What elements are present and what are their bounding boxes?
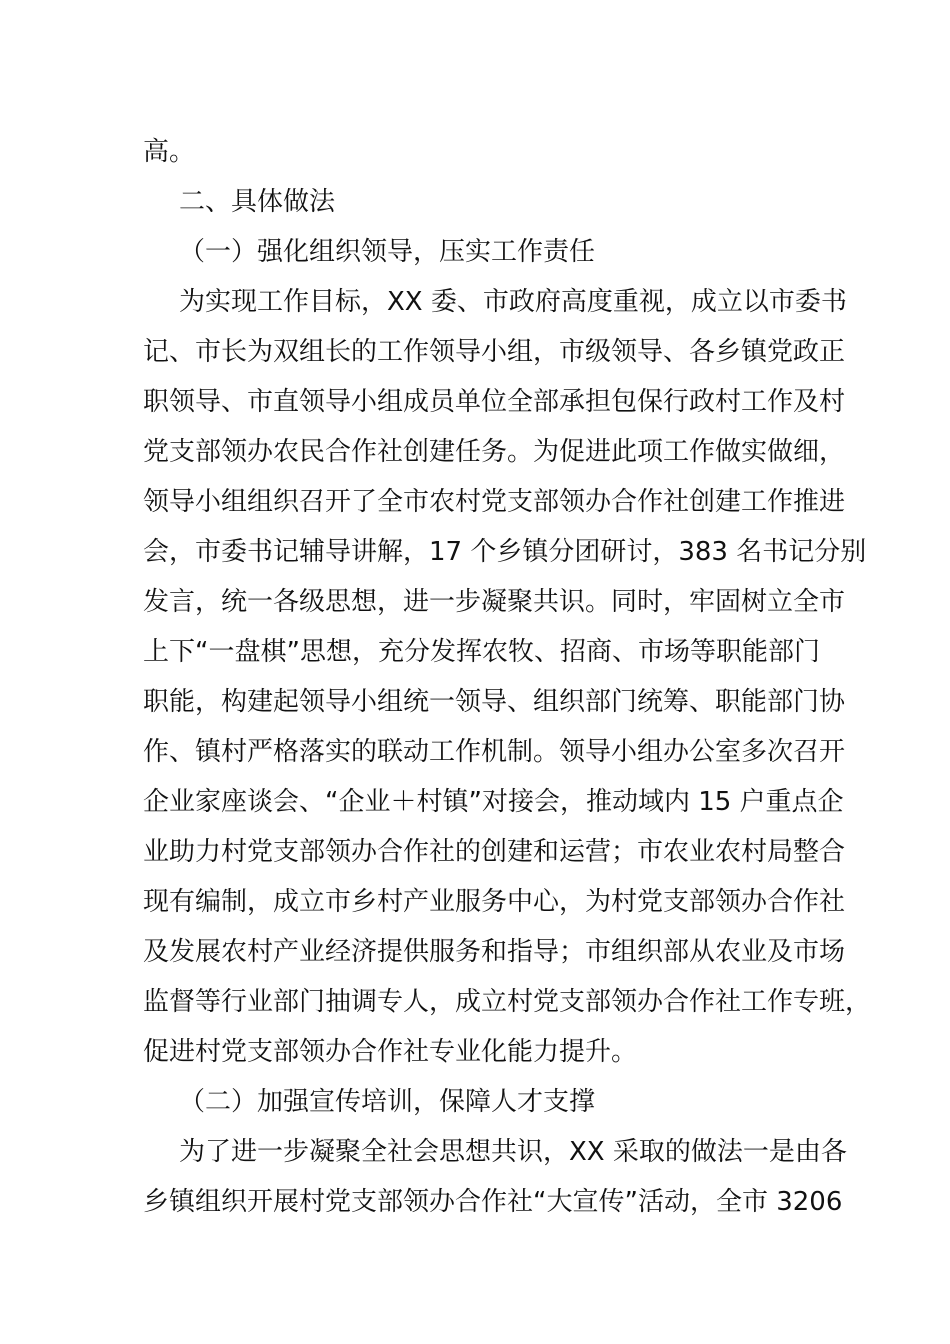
text-line: 职能，构建起领导小组统一领导、组织部门统筹、职能部门协 <box>143 687 846 717</box>
text-line: 领导小组组织召开了全市农村党支部领办合作社创建工作推进 <box>143 487 846 517</box>
text-line: 为实现工作目标，XX 委、市政府高度重视，成立以市委书 <box>179 287 847 317</box>
text-line: 发言，统一各级思想，进一步凝聚共识。同时，牢固树立全市 <box>143 587 846 617</box>
text-line: 作、镇村严格落实的联动工作机制。领导小组办公室多次召开 <box>143 737 846 767</box>
subsection-heading: （二）加强宣传培训，保障人才支撑 <box>179 1087 596 1117</box>
text-line: 为了进一步凝聚全社会思想共识，XX 采取的做法一是由各 <box>179 1137 847 1167</box>
text-line: 记、市长为双组长的工作领导小组，市级领导、各乡镇党政正 <box>143 337 846 367</box>
text-line: 企业家座谈会、“企业＋村镇”对接会，推动域内 15 户重点企 <box>143 787 844 817</box>
text-line: 业助力村党支部领办合作社的创建和运营；市农业农村局整合 <box>143 837 846 867</box>
text-line: 会，市委书记辅导讲解，17 个乡镇分团研讨，383 名书记分别 <box>143 537 867 567</box>
text-line: 职领导、市直领导小组成员单位全部承担包保行政村工作及村 <box>143 387 846 417</box>
text-line: 上下“一盘棋”思想，充分发挥农牧、招商、市场等职能部门 <box>143 637 820 667</box>
text-line: 监督等行业部门抽调专人，成立村党支部领办合作社工作专班， <box>143 987 872 1017</box>
text-line: 高。 <box>143 137 196 167</box>
document-body <box>143 127 872 1227</box>
subsection-heading: （一）强化组织领导，压实工作责任 <box>179 237 596 267</box>
text-line: 促进村党支部领办合作社专业化能力提升。 <box>143 1037 638 1067</box>
section-heading: 二、具体做法 <box>179 187 336 217</box>
text-line: 乡镇组织开展村党支部领办合作社“大宣传”活动，全市 3206 <box>143 1187 843 1217</box>
text-line: 现有编制，成立市乡村产业服务中心，为村党支部领办合作社 <box>143 887 846 917</box>
text-line: 党支部领办农民合作社创建任务。为促进此项工作做实做细， <box>143 437 846 467</box>
text-line: 及发展农村产业经济提供服务和指导；市组织部从农业及市场 <box>143 937 846 967</box>
